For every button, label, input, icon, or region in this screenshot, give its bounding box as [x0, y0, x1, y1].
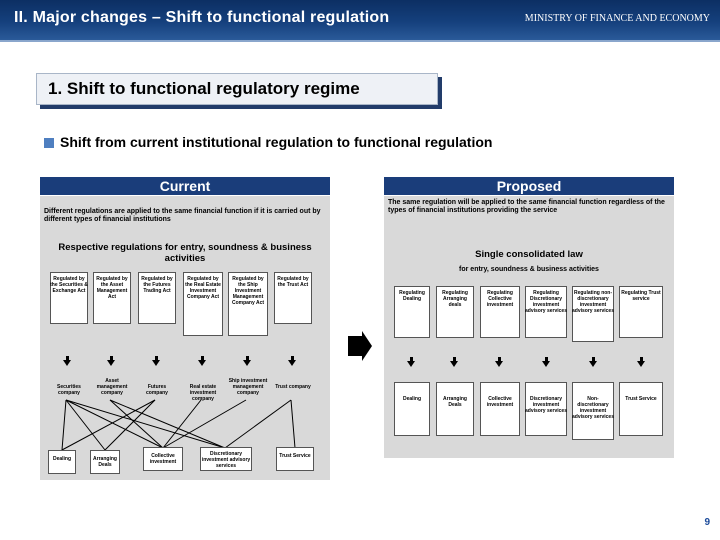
proposed-law-title: Single consolidated law — [475, 249, 583, 260]
bullet-square-icon — [44, 138, 54, 148]
company-label: Trust company — [275, 384, 311, 390]
down-arrow-icon — [243, 360, 251, 366]
function-label: Arranging Deals — [443, 396, 467, 408]
function-label: Dealing — [52, 456, 72, 462]
law-label: Regulated by the Asset Management Act — [96, 276, 128, 300]
proposed-law-subtitle: for entry, soundness & business activities — [459, 266, 599, 273]
company-label: Asset management company — [96, 378, 128, 396]
down-arrow-icon — [198, 360, 206, 366]
down-arrow-icon — [407, 361, 415, 367]
law-label: Regulated by the Futures Trading Act — [141, 276, 173, 294]
law-label: Regulated by the Securities & Exchange Act — [50, 276, 88, 294]
subtitle: Shift from current institutional regulation to functional regulation — [60, 134, 493, 150]
header-divider — [0, 40, 720, 42]
current-heading: Current — [40, 177, 330, 195]
transition-arrow-body — [348, 336, 362, 356]
law-label: Regulated by the Real Estate Investment Company Act — [185, 276, 221, 300]
company-label: Securities company — [57, 384, 81, 396]
regulating-label: Regulating Arranging deals — [442, 290, 468, 308]
company-label: Real estate investment company — [189, 384, 217, 402]
function-label: Discretionary investment advisory services — [525, 396, 567, 414]
function-box — [480, 382, 520, 436]
proposed-description: The same regulation will be applied to the same financial function regardless of the types of financial institutions providing the service — [388, 199, 665, 214]
down-arrow-icon — [450, 361, 458, 367]
function-label: Collective investment — [149, 453, 177, 465]
function-label: Dealing — [402, 396, 422, 402]
section-title: 1. Shift to functional regulatory regime — [48, 79, 360, 98]
regulating-label: Regulating Collective investment — [486, 290, 514, 308]
regulating-label: Regulating Dealing — [399, 290, 425, 302]
company-label: Ship investment management company — [228, 378, 268, 396]
function-box — [436, 382, 474, 436]
current-description: Different regulations are applied to the same financial function if it is carried out by different types of financial institutions — [44, 208, 321, 223]
function-label: Trust Service — [279, 453, 311, 459]
ministry-name: MINISTRY OF FINANCE AND ECONOMY — [524, 13, 710, 24]
proposed-heading: Proposed — [384, 177, 674, 195]
function-label: Arranging Deals — [93, 456, 117, 468]
company-label: Futures company — [146, 384, 168, 396]
down-arrow-icon — [589, 361, 597, 367]
down-arrow-icon — [495, 361, 503, 367]
function-box — [394, 382, 430, 436]
law-label: Regulated by the Trust Act — [277, 276, 309, 288]
current-band-label: Respective regulations for entry, soundness & business activities — [58, 242, 312, 264]
function-box — [48, 450, 76, 474]
right-arrow-icon — [362, 331, 372, 361]
function-label: Collective investment — [486, 396, 514, 408]
down-arrow-icon — [288, 360, 296, 366]
function-label: Trust Service — [625, 396, 657, 402]
down-arrow-icon — [107, 360, 115, 366]
down-arrow-icon — [637, 361, 645, 367]
header-title: II. Major changes – Shift to functional regulation — [14, 9, 390, 26]
down-arrow-icon — [63, 360, 71, 366]
function-label: Discretionary investment advisory services — [201, 451, 251, 469]
regulating-label: Regulating Trust service — [621, 290, 661, 302]
down-arrow-icon — [152, 360, 160, 366]
down-arrow-icon — [542, 361, 550, 367]
function-box — [619, 382, 663, 436]
function-label: Non-discretionary investment advisory services — [572, 396, 614, 420]
law-label: Regulated by the Ship Investment Management Company Act — [231, 276, 265, 306]
page-number: 9 — [704, 517, 710, 528]
regulating-label: Regulating Discretionary investment advisory services — [525, 290, 567, 314]
function-box — [276, 447, 314, 471]
regulating-label: Regulating non-discretionary investment advisory services — [572, 290, 614, 314]
